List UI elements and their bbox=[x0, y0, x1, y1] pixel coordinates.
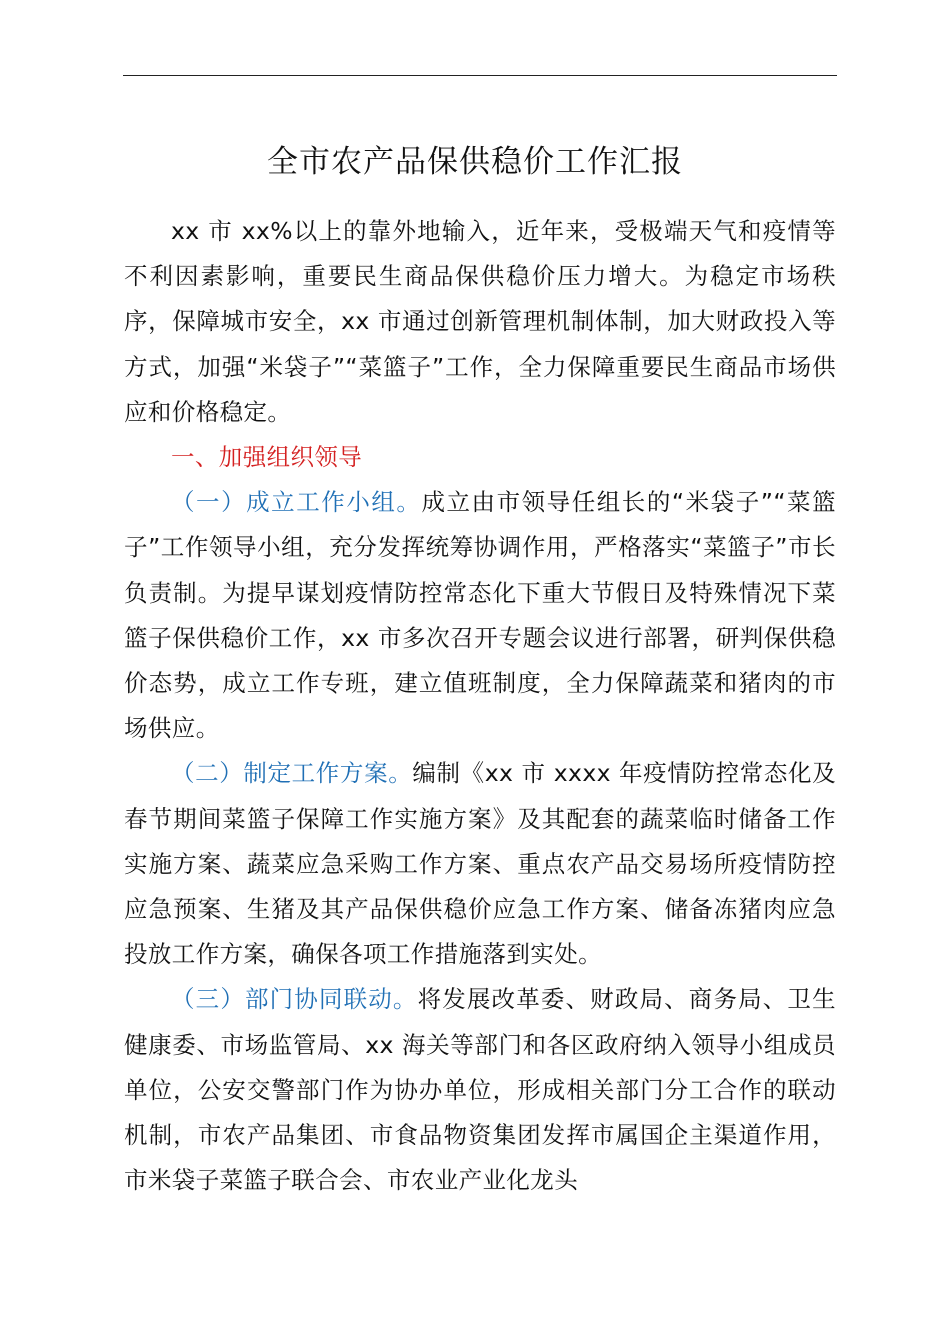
header-rule bbox=[123, 75, 837, 76]
subsection-text: 成立由市领导任组长的“米袋子”“菜篮子”工作领导小组，充分发挥统筹协调作用，严格落实“菜篮子”市长负责制。为提早谋划疫情防控常态化下重大节假日及特殊情况下菜篮子保供稳价工作，xx 市多次召开专题会议进行部署，研判保供稳价态势，成立工作专班，建立值班制度，全力保障蔬菜和猪肉的市场供应。 bbox=[124, 488, 836, 743]
subsection-text: 编制《xx 市 xxxx 年疫情防控常态化及春节期间菜篮子保障工作实施方案》及其配套的蔬菜临时储备工作实施方案、蔬菜应急采购工作方案、重点农产品交易场所疫情防控应急预案、生猪及其产品保供稳价应急工作方案、储备冻猪肉应急投放工作方案，确保各项工作措施落到实处。 bbox=[124, 759, 837, 969]
document-body bbox=[124, 209, 836, 1203]
document-title: 全市农产品保供稳价工作汇报 bbox=[267, 144, 683, 180]
subsection-heading: （三）部门协同联动。 bbox=[171, 985, 418, 1014]
intro-paragraph: xx 市 xx%以上的靠外地输入，近年来，受极端天气和疫情等不利因素影响，重要民生商品保供稳价压力增大。为稳定市场秩序，保障城市安全，xx 市通过创新管理机制体制，加大财政投入等方式，加强“米袋子”“菜篮子”工作，全力保障重要民生商品市场供应和价格稳定。 bbox=[124, 217, 836, 426]
section-heading: 一、加强组织领导 bbox=[171, 443, 363, 472]
subsection-paragraph bbox=[124, 480, 836, 751]
subsection-heading: （二）制定工作方案。 bbox=[171, 759, 413, 788]
subsection-paragraph bbox=[124, 977, 836, 1203]
subsection-heading: （一）成立工作小组。 bbox=[171, 488, 422, 517]
subsection-text: 将发展改革委、财政局、商务局、卫生健康委、市场监管局、xx 海关等部门和各区政府纳入领导小组成员单位，公安交警部门作为协办单位，形成相关部门分工合作的联动机制，市农产品集团、市食品物资集团发挥市属国企主渠道作用，市米袋子菜篮子联合会、市农业产业化龙头 bbox=[124, 985, 836, 1195]
subsection-paragraph bbox=[124, 751, 836, 977]
